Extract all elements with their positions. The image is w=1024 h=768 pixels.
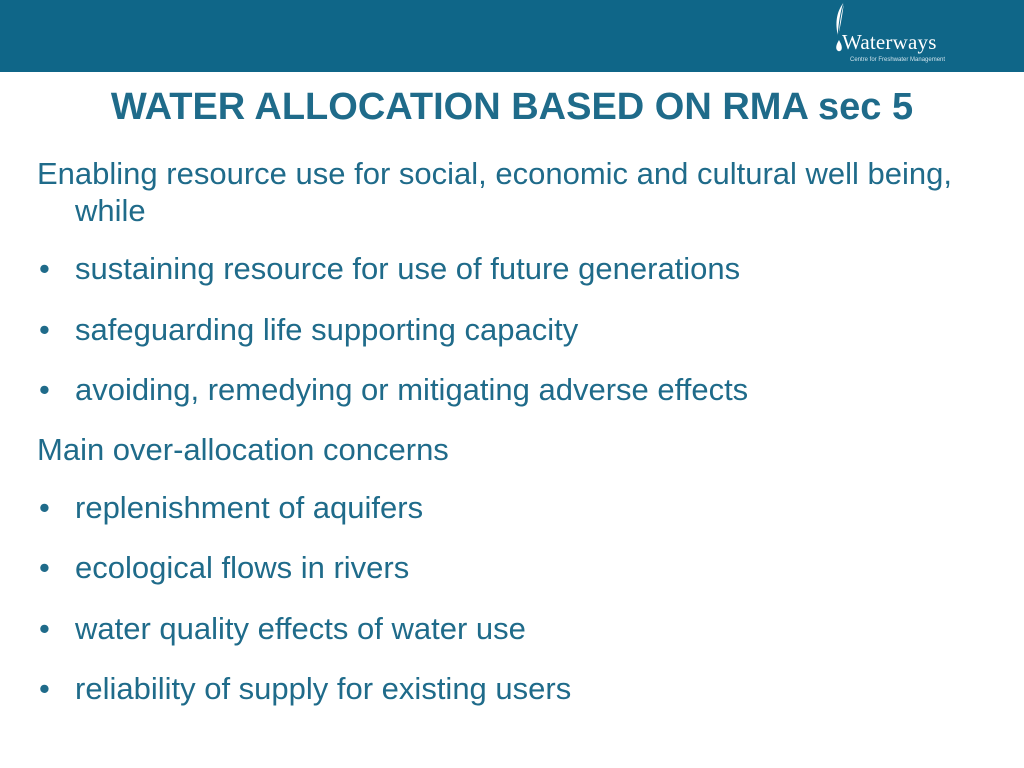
list-item-text: sustaining resource for use of future generations: [75, 251, 741, 287]
bullet-icon: •: [39, 490, 50, 526]
list-item: [37, 371, 997, 408]
list-item-text: reliability of supply for existing users: [75, 670, 572, 706]
list-item: [37, 549, 997, 586]
list-item: [37, 250, 997, 287]
list-item: [37, 610, 997, 647]
logo-tagline: Centre for Freshwater Management: [850, 57, 946, 63]
list-item-text: avoiding, remedying or mitigating adverse effects: [75, 371, 749, 407]
bullet-icon: •: [39, 610, 50, 646]
list-item: [37, 311, 997, 348]
list-item-text: replenishment of aquifers: [75, 490, 424, 526]
list-item-text: ecological flows in rivers: [75, 550, 410, 586]
bullet-icon: •: [39, 670, 50, 706]
list-item: [37, 670, 997, 707]
header-bar: [0, 0, 1024, 72]
list-item-text: water quality effects of water use: [75, 610, 526, 646]
list-item-text: safeguarding life supporting capacity: [75, 311, 579, 347]
intro-paragraph: Enabling resource use for social, economic and cultural well being, while: [37, 156, 952, 229]
bullet-icon: •: [39, 550, 50, 586]
slide-body: [37, 155, 997, 730]
bullet-icon: •: [39, 311, 50, 347]
waterways-logo: [826, 0, 966, 72]
logo-name: Waterways: [842, 30, 937, 54]
list-item: [37, 489, 997, 526]
bullet-icon: •: [39, 251, 50, 287]
concerns-heading: Main over-allocation concerns: [37, 431, 449, 467]
bullet-icon: •: [39, 371, 50, 407]
slide-title: WATER ALLOCATION BASED ON RMA sec 5: [110, 86, 914, 128]
